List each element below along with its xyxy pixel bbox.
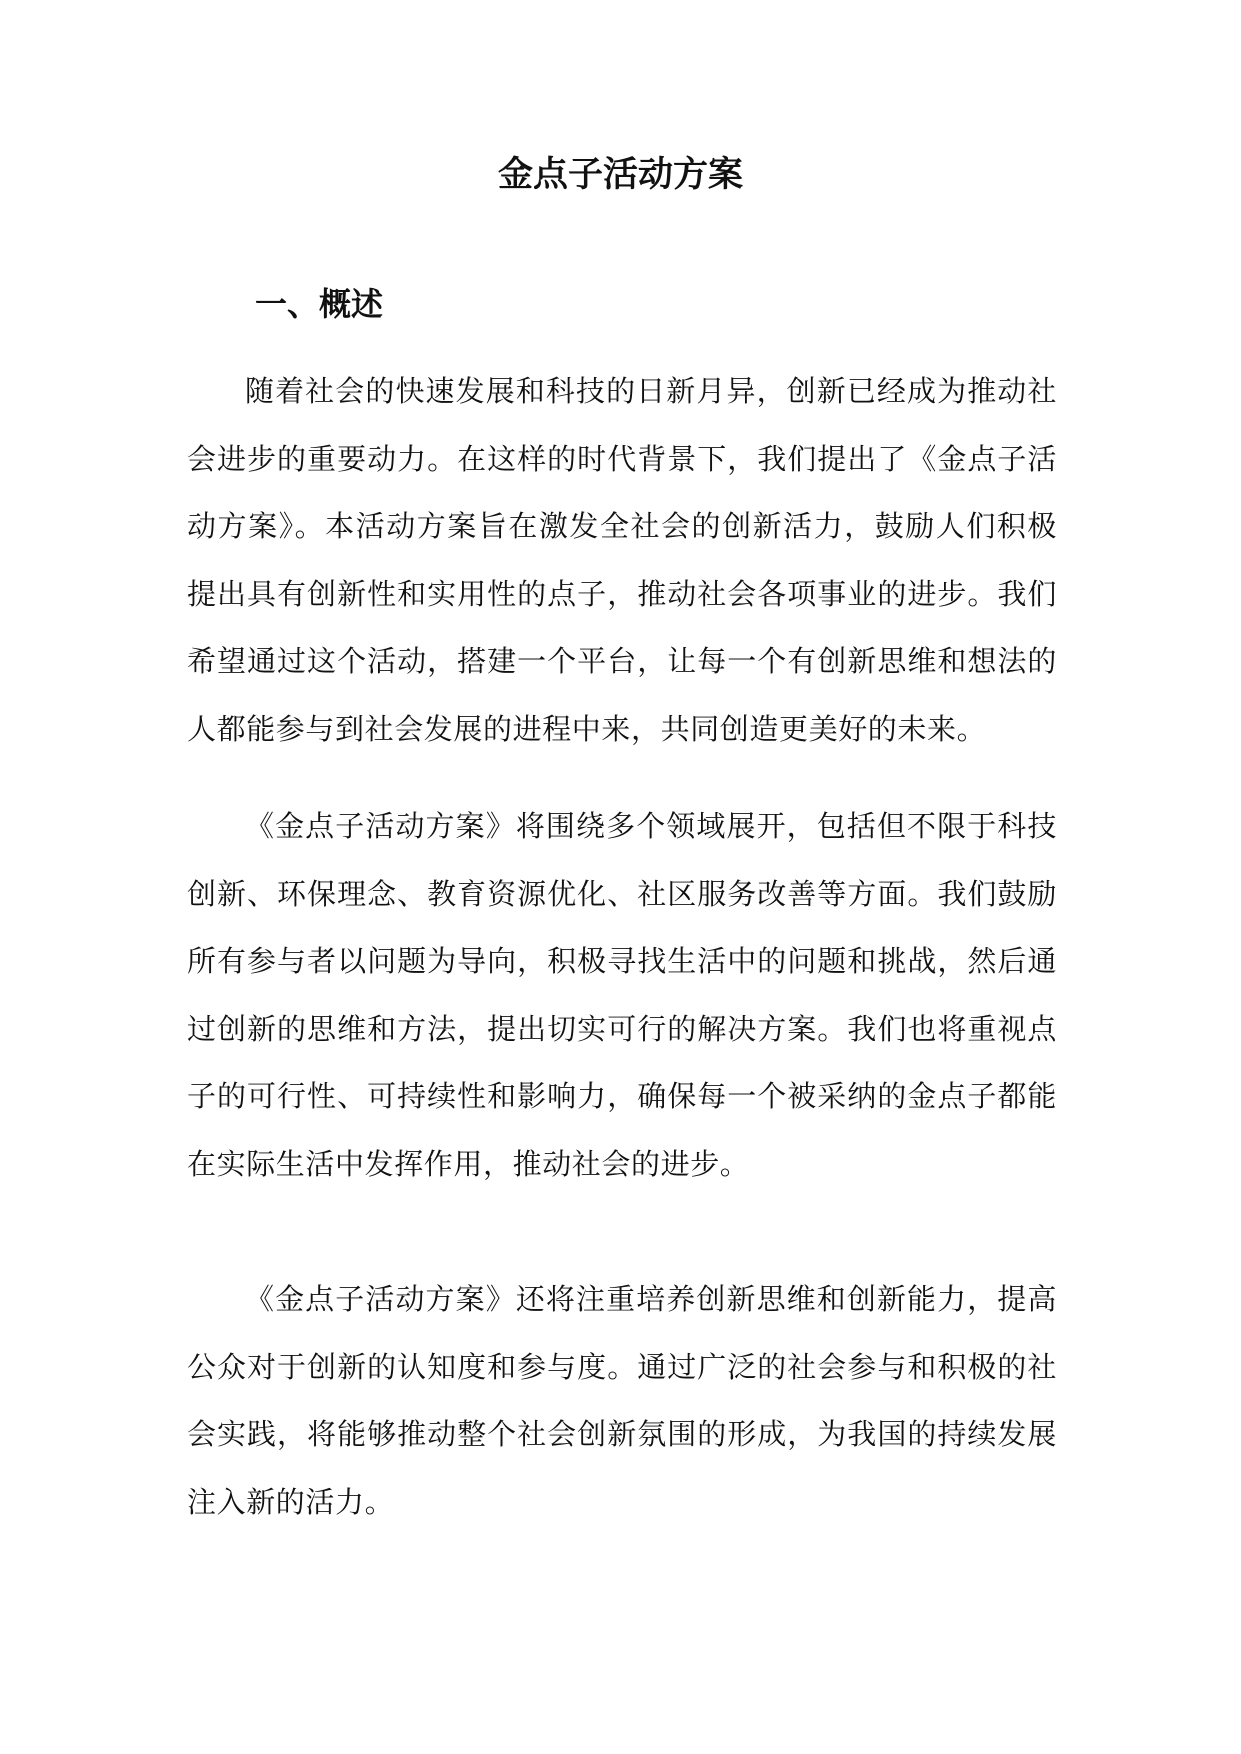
paragraph-1: 随着社会的快速发展和科技的日新月异，创新已经成为推动社会进步的重要动力。在这样的时代背景下，我们提出了《金点子活动方案》。本活动方案旨在激发全社会的创新活力，鼓励人们积极提出具有创新性和实用性的点子，推动社会各项事业的进步。我们希望通过这个活动，搭建一个平台，让每一个有创新思维和想法的人都能参与到社会发展的进程中来，共同创造更美好的未来。 (187, 374, 1057, 746)
page-title: 金点子活动方案 (497, 155, 743, 195)
section-heading-overview: 一、概述 (255, 285, 384, 323)
paragraph-2: 《金点子活动方案》将围绕多个领域展开，包括但不限于科技创新、环保理念、教育资源优化、社区服务改善等方面。我们鼓励所有参与者以问题为导向，积极寻找生活中的问题和挑战，然后通过创新的思维和方法，提出切实可行的解决方案。我们也将重视点子的可行性、可持续性和影响力，确保每一个被采纳的金点子都能在实际生活中发挥作用，推动社会的进步。 (187, 809, 1057, 1181)
paragraph-3: 《金点子活动方案》还将注重培养创新思维和创新能力，提高公众对于创新的认知度和参与度。通过广泛的社会参与和积极的社会实践，将能够推动整个社会创新氛围的形成，为我国的持续发展注入新的活力。 (187, 1282, 1057, 1519)
